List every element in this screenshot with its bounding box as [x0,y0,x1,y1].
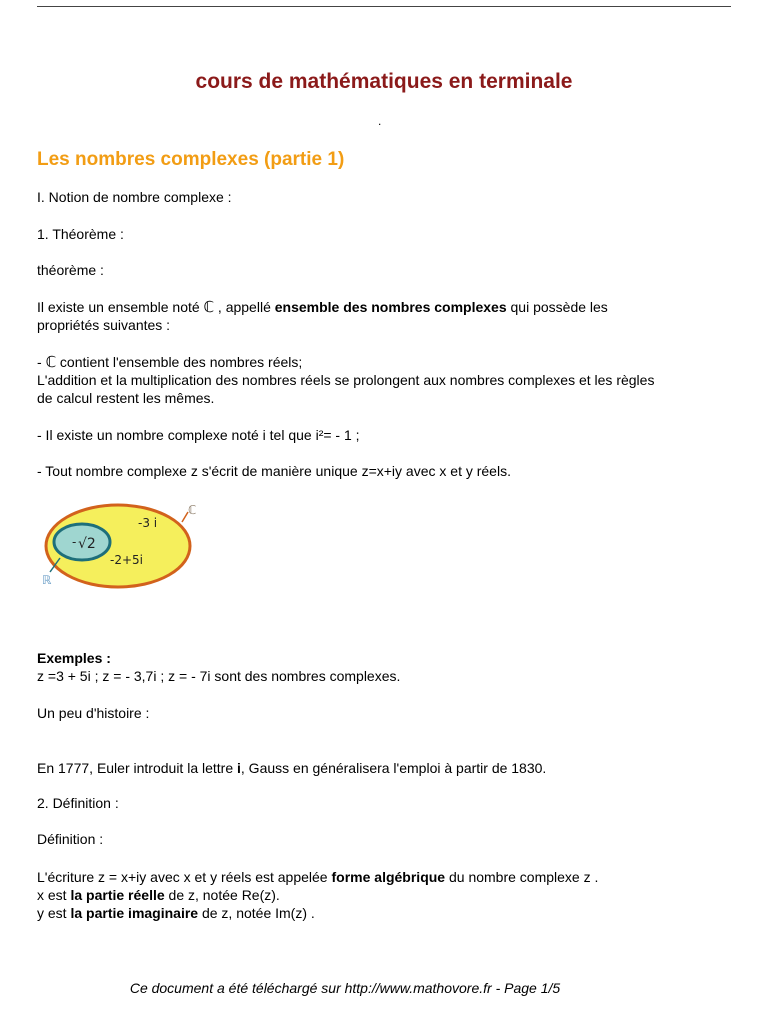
bullet-1-line-2: L'addition et la multiplication des nombres réels se prolongent aux nombres complexes et les règles [37,372,655,388]
theorem-line-1-bold: ensemble des nombres complexes [274,299,507,315]
def-line-1-bold: forme algébrique [331,869,446,885]
theorem-line-1 [37,298,608,316]
label-sqrt2: √2 [78,536,96,552]
examples-title-text: Exemples : [37,650,111,666]
def-line-3-post: de z, notée Im(z) . [198,905,315,921]
def-line-2-bold: la partie réelle [70,887,165,903]
theorem-label: théorème : [37,262,104,278]
label-minus-3i: -3 i [138,516,158,530]
def-line-1-post: du nombre complexe z . [445,869,599,885]
theorem-line-1-post: qui possède les [506,299,608,315]
definition-number: 2. Définition : [37,795,119,811]
history-post: , Gauss en généralisera l'emploi à partir de 1830. [240,760,547,776]
bullet-2: - Il existe un nombre complexe noté i tel que i²= - 1 ; [37,427,360,443]
heading-notion: I. Notion de nombre complexe : [37,189,232,205]
def-line-3-bold: la partie imaginaire [70,905,199,921]
complex-set-symbol: ℂ [45,353,57,371]
def-line-2-pre: x est [37,887,71,903]
section-title: Les nombres complexes (partie 1) [37,149,345,170]
history-pre: En 1777, Euler introduit la lettre [37,760,238,776]
bullet-1-dash: - [37,354,46,370]
bullet-1-line-3: de calcul restent les mêmes. [37,390,215,406]
definition-label: Définition : [37,831,104,847]
history-line [37,759,546,777]
theorem-line-1-mid: , appellé [214,299,275,315]
bullet-1-text: contient l'ensemble des nombres réels; [56,354,303,370]
definition-line-2 [37,886,280,904]
complex-set-symbol: ℂ [203,298,215,316]
theorem-number: 1. Théorème : [37,226,124,242]
theorem-line-1-pre: Il existe un ensemble noté [37,299,204,315]
title-dot: . [378,114,382,128]
page-footer: Ce document a été téléchargé sur http://www.mathovore.fr - Page 1/5 [129,980,561,996]
history-title: Un peu d'histoire : [37,705,150,721]
complex-set-diagram [40,500,200,596]
bullet-1 [37,353,302,371]
examples-line: z =3 + 5i ; z = - 3,7i ; z = - 7i sont des nombres complexes. [37,668,401,684]
history-bold: i [237,760,241,776]
definition-line-3 [37,904,315,922]
bullet-3: - Tout nombre complexe z s'écrit de manière unique z=x+iy avec x et y réels. [37,463,511,479]
def-line-3-pre: y est [37,905,71,921]
document-title: cours de mathématiques en terminale [195,70,573,93]
def-line-2-post: de z, notée Re(z). [164,887,280,903]
def-line-1-pre: L'écriture z = x+iy avec x et y réels est appelée [37,869,332,885]
top-rule [37,6,731,7]
examples-title [37,649,111,667]
label-minus-2-plus-5i: -2+5i [110,553,143,567]
real-label: ℝ [42,573,52,587]
label-minus-sign: - [72,535,77,549]
theorem-line-2: propriétés suivantes : [37,317,171,333]
definition-line-1 [37,868,598,886]
complex-label: ℂ [188,503,197,517]
